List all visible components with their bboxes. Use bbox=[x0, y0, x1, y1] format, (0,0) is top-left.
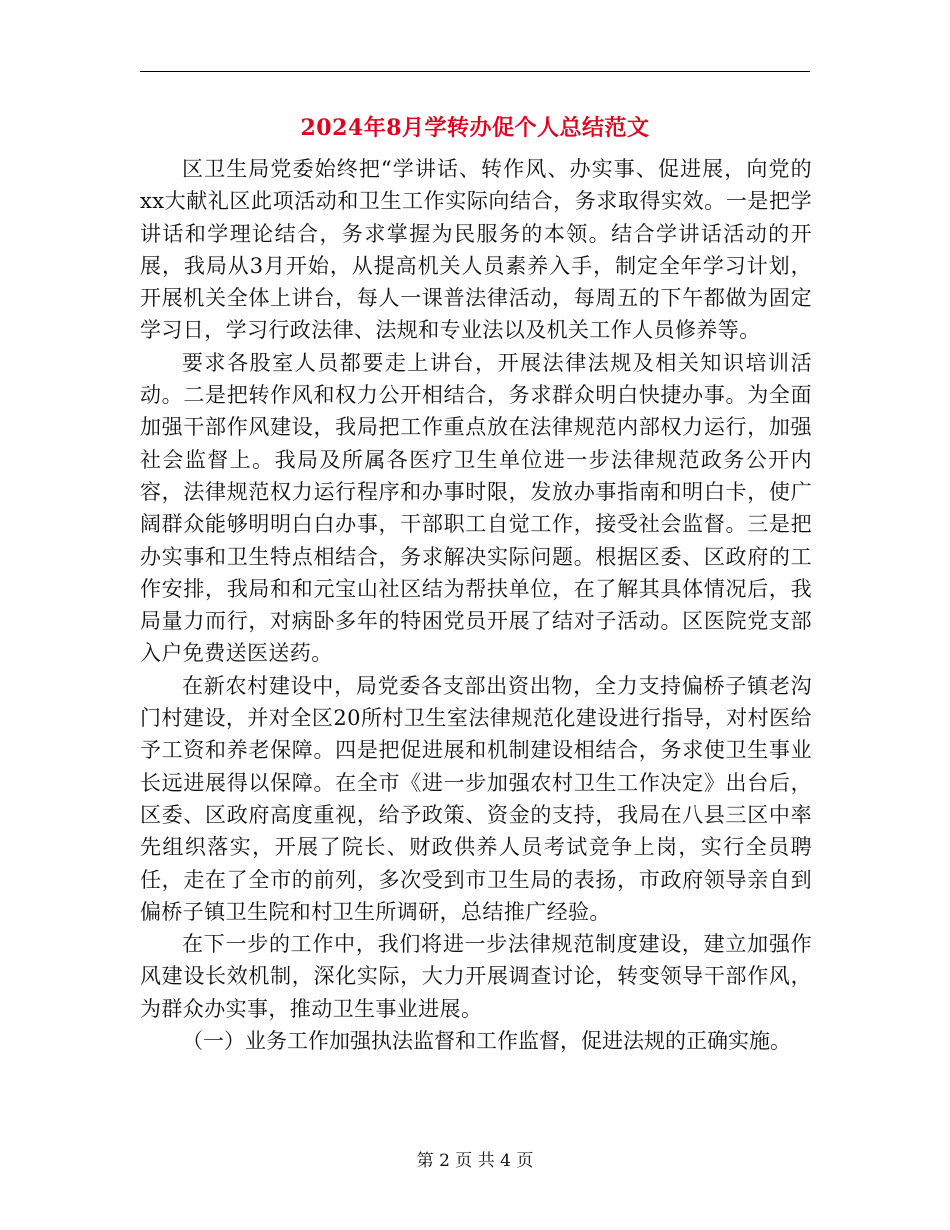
paragraph-1: 区卫生局党委始终把“学讲话、转作风、办实事、促进展，向党的xx大献礼区此项活动和卫生工作实际向结合，务求取得实效。一是把学讲话和学理论结合，务求掌握为民服务的本领。结合学讲话活动的开展，我局从3月开始，从提高机关人员素养入手，制定全年学习计划，开展机关全体上讲台，每人一课普法律活动，每周五的下午都做为固定学习日，学习行政法律、法规和专业法以及机关工作人员修养等。 bbox=[140, 157, 812, 343]
document-title: 2024年8月学转办促个人总结范文 bbox=[300, 115, 650, 141]
page-number-footer: 第 2 页 共 4 页 bbox=[416, 1151, 534, 1171]
header-rule bbox=[140, 71, 810, 72]
paragraph-2: 要求各股室人员都要走上讲台，开展法律法规及相关知识培训活动。二是把转作风和权力公开相结合，务求群众明白快捷办事。为全面加强干部作风建设，我局把工作重点放在法律规范内部权力运行，加强社会监督上。我局及所属各医疗卫生单位进一步法律规范政务公开内容，法律规范权力运行程序和办事时限，发放办事指南和明白卡，使广阔群众能够明明白白办事，干部职工自觉工作，接受社会监督。三是把办实事和卫生特点相结合，务求解决实际问题。根据区委、区政府的工作安排，我局和和元宝山社区结为帮扶单位，在了解其具体情况后，我局量力而行，对病卧多年的特困党员开展了结对子活动。区医院党支部入户免费送医送药。 bbox=[140, 350, 812, 666]
paragraph-3: 在新农村建设中，局党委各支部出资出物，全力支持偏桥子镇老沟门村建设，并对全区20所村卫生室法律规范化建设进行指导，对村医给予工资和养老保障。四是把促进展和机制建设相结合，务求使卫生事业长远进展得以保障。在全市《进一步加强农村卫生工作决定》出台后，区委、区政府高度重视，给予政策、资金的支持，我局在八县三区中率先组织落实，开展了院长、财政供养人员考试竞争上岗，实行全员聘任，走在了全市的前列，多次受到市卫生局的表扬，市政府领导亲自到偏桥子镇卫生院和村卫生所调研，总结推广经验。 bbox=[140, 673, 812, 924]
document-body bbox=[140, 153, 812, 1057]
paragraph-4: 在下一步的工作中，我们将进一步法律规范制度建设，建立加强作风建设长效机制，深化实际，大力开展调查讨论，转变领导干部作风，为群众办实事，推动卫生事业进展。 bbox=[140, 932, 812, 1021]
paragraph-5: （一）业务工作加强执法监督和工作监督，促进法规的正确实施。 bbox=[182, 1029, 791, 1054]
